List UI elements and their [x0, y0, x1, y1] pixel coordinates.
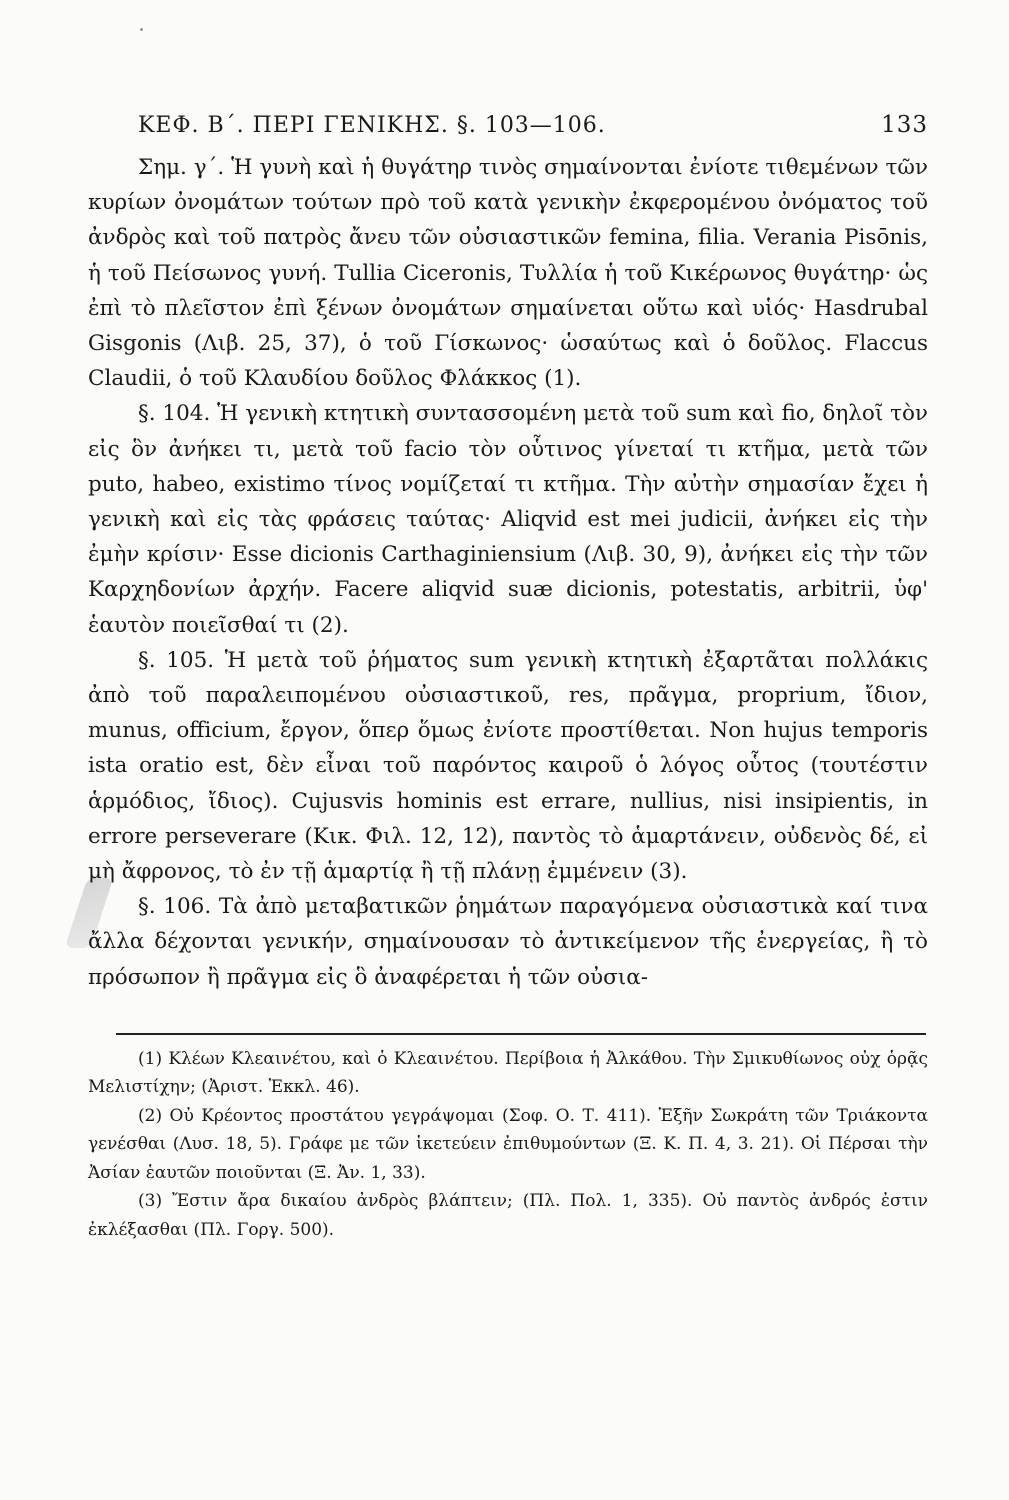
page-number: 133: [881, 112, 928, 138]
scan-speck: [140, 28, 143, 31]
footnote-3: (3) Ἔστιν ἄρα δικαίου ἀνδρὸς βλάπτειν; (Πλ. Πολ. 1, 335). Οὐ παντὸς ἀνδρός ἐστιν ἐκλέξασθαι (Πλ. Γοργ. 500).: [88, 1191, 928, 1240]
paragraph-section-104: §. 104. Ἡ γενικὴ κτητικὴ συντασσομένη μετὰ τοῦ sum καὶ fio, δηλοῖ τὸν εἰς ὃν ἀνήκει τι, μετὰ τοῦ facio τὸν οὗτινος γίνεταί τι κτῆμα, μετὰ τῶν puto, habeo, existimo τίνος νομίζεταί τι κτῆμα. Τὴν αὐτὴν σημασίαν ἔχει ἡ γενικὴ καὶ εἰς τὰς φράσεις ταύτας· Aliqvid est mei judicii, ἀνήκει εἰς τὴν ἐμὴν κρίσιν· Esse dicionis Carthaginiensium (Λιβ. 30, 9), ἀνήκει εἰς τὴν τῶν Καρχηδονίων ἀρχήν. Facere aliqvid suæ dicionis, potestatis, arbitrii, ὑφ' ἑαυτὸν ποιεῖσθαί τι (2).: [88, 401, 928, 638]
paragraph-note-gamma: Σημ. γ΄. Ἡ γυνὴ καὶ ἡ θυγάτηρ τινὸς σημαίνονται ἐνίοτε τιθεμένων τῶν κυρίων ὀνομάτων τούτων πρὸ τοῦ κατὰ γενικὴν ἐκφερομένου ὀνόματος τοῦ ἀνδρὸς καὶ τοῦ πατρὸς ἄνευ τῶν οὐσιαστικῶν femina, filia. Verania Pisōnis, ἡ τοῦ Πείσωνος γυνή. Tullia Ciceronis, Τυλλία ἡ τοῦ Κικέρωνος θυγάτηρ· ὡς ἐπὶ τὸ πλεῖστον ἐπὶ ξένων ὀνομάτων σημαίνεται οὕτω καὶ υἱός· Hasdrubal Gisgonis (Λιβ. 25, 37), ὁ τοῦ Γίσκωνος· ὡσαύτως καὶ ὁ δοῦλος. Flaccus Claudii, ὁ τοῦ Κλαυδίου δοῦλος Φλάκκος (1).: [88, 155, 928, 392]
footnotes: [88, 1045, 928, 1245]
paragraph-section-106: §. 106. Τὰ ἀπὸ μεταβατικῶν ῥημάτων παραγόμενα οὐσιαστικὰ καί τινα ἄλλα δέχονται γενικήν, σημαίνουσαν τὸ ἀντικείμενον τῆς ἐνεργείας, ἢ τὸ πρόσωπον ἢ πρᾶγμα εἰς ὃ ἀναφέρεται ἡ τῶν οὐσια-: [88, 894, 928, 990]
footnote-rule: [116, 1033, 926, 1035]
footnote-2: (2) Οὐ Κρέοντος προστάτου γεγράψομαι (Σοφ. Ο. Τ. 411). Ἐξῆν Σωκράτη τῶν Τριάκοντα γενέσθαι (Λυσ. 18, 5). Γράφε με τῶν ἱκετεύειν ἐπιθυμούντων (Ξ. Κ. Π. 4, 3. 21). Οἱ Πέρσαι τὴν Ἀσίαν ἑαυτῶν ποιοῦνται (Ξ. Ἀν. 1, 33).: [88, 1105, 928, 1183]
book-page: [88, 112, 928, 1244]
running-head-title: ΚΕΦ. Β΄. ΠΕΡΙ ΓΕΝΙΚΗΣ. §. 103—106.: [138, 113, 606, 138]
body-text: [88, 150, 928, 995]
footnote-1: (1) Κλέων Κλεαινέτου, καὶ ὁ Κλεαινέτου. Περίβοια ἡ Ἀλκάθου. Τὴν Σμικυθίωνος οὐχ ὁρᾷς Μελιστίχην; (Ἀριστ. Ἐκκλ. 46).: [88, 1048, 928, 1098]
running-head: [88, 112, 928, 148]
paragraph-section-105: §. 105. Ἡ μετὰ τοῦ ῥήματος sum γενικὴ κτητικὴ ἐξαρτᾶται πολλάκις ἀπὸ τοῦ παραλειπομένου οὐσιαστικοῦ, res, πρᾶγμα, proprium, ἴδιον, munus, officium, ἔργον, ὅπερ ὅμως ἐνίοτε προστίθεται. Non hujus temporis ista oratio est, δὲν εἶναι τοῦ παρόντος καιροῦ ὁ λόγος οὗτος (τουτέστιν ἁρμόδιος, ἴδιος). Cujusvis hominis est errare, nullius, nisi insipientis, in errore perseverare (Κικ. Φιλ. 12, 12), παντὸς τὸ ἁμαρτάνειν, οὐδενὸς δέ, εἰ μὴ ἄφρονος, τὸ ἐν τῇ ἁμαρτίᾳ ἢ τῇ πλάνῃ ἐμμένειν (3).: [88, 647, 928, 885]
